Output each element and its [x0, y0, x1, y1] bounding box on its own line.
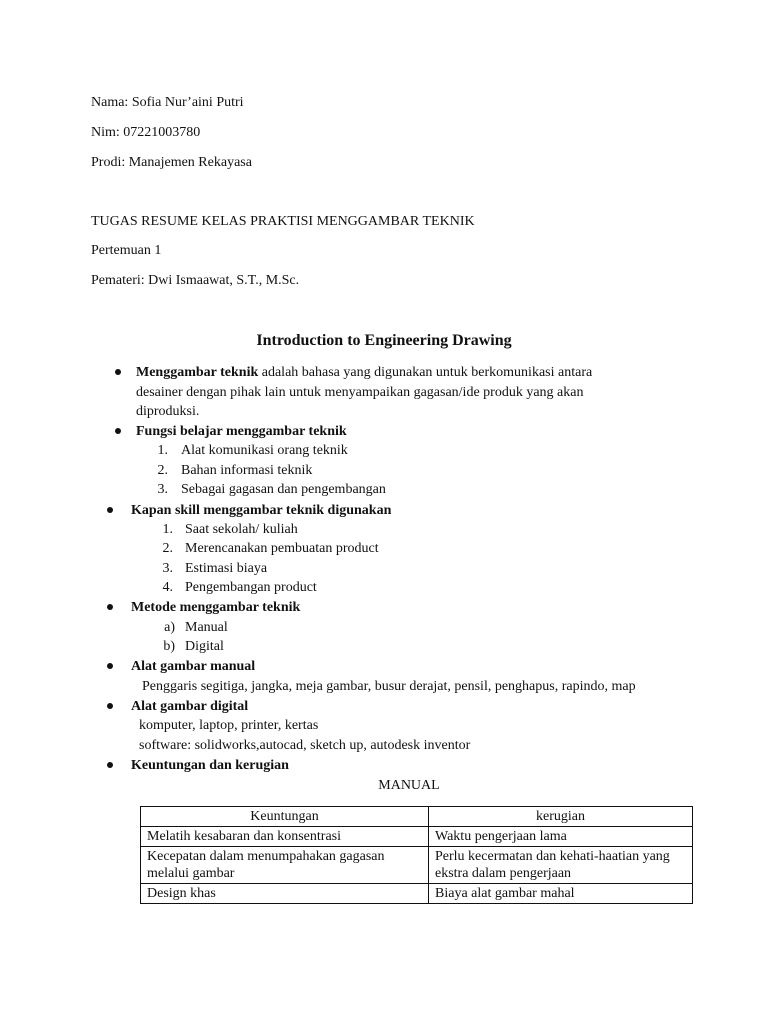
list-marker: 3.: [157, 482, 168, 497]
table-row: [141, 847, 693, 884]
list-marker: a): [164, 620, 175, 635]
list-marker: 3.: [162, 561, 173, 576]
kapan-heading: Kapan skill menggambar teknik digunakan: [131, 503, 392, 518]
table-caption: MANUAL: [378, 778, 440, 793]
list-marker: 1.: [162, 522, 173, 537]
fungsi-heading: Fungsi belajar menggambar teknik: [136, 424, 347, 439]
bullet-icon: [115, 369, 121, 375]
keuntungan-heading: Keuntungan dan kerugian: [131, 758, 289, 773]
list-item: Bahan informasi teknik: [181, 463, 313, 478]
list-marker: 1.: [157, 443, 168, 458]
definition-line-1: Menggambar teknik adalah bahasa yang digunakan untuk berkomunikasi antara: [136, 365, 593, 380]
list-item: Estimasi biaya: [185, 561, 268, 576]
section-title: Introduction to Engineering Drawing: [256, 332, 512, 349]
list-item: Sebagai gagasan dan pengembangan: [181, 482, 386, 497]
alat-digital-heading: Alat gambar digital: [131, 699, 249, 714]
bullet-icon: [107, 604, 113, 610]
list-marker: 2.: [157, 463, 168, 478]
student-prodi: Prodi: Manajemen Rekayasa: [91, 155, 252, 170]
list-item: Saat sekolah/ kuliah: [185, 522, 298, 537]
list-item: Alat komunikasi orang teknik: [181, 443, 348, 458]
alat-manual-text: Penggaris segitiga, jangka, meja gambar, busur derajat, pensil, penghapus, rapindo, map: [142, 679, 636, 694]
alat-digital-line-2: software: solidworks,autocad, sketch up, autodesk inventor: [139, 738, 471, 753]
column-header-keuntungan: Keuntungan: [141, 807, 429, 827]
table-cell: Waktu pengerjaan lama: [429, 827, 693, 847]
table-header-row: [141, 807, 693, 827]
table-cell: Design khas: [141, 884, 429, 904]
list-item: Digital: [185, 639, 224, 654]
table-row: [141, 884, 693, 904]
table-row: [141, 827, 693, 847]
bullet-icon: [107, 663, 113, 669]
bullet-icon: [107, 703, 113, 709]
list-item: Manual: [185, 620, 228, 635]
alat-digital-line-1: komputer, laptop, printer, kertas: [139, 718, 319, 733]
metode-heading: Metode menggambar teknik: [131, 600, 301, 615]
definition-line-3: diproduksi.: [136, 404, 200, 419]
student-nim: Nim: 07221003780: [91, 125, 201, 140]
list-item: Merencanakan pembuatan product: [185, 541, 379, 556]
speaker-label: Pemateri: Dwi Ismaawat, S.T., M.Sc.: [91, 273, 300, 288]
table-cell: Kecepatan dalam menumpahakan gagasan melalui gambar: [141, 847, 429, 884]
list-marker: 2.: [162, 541, 173, 556]
student-name: Nama: Sofia Nur’aini Putri: [91, 95, 244, 110]
column-header-kerugian: kerugian: [429, 807, 693, 827]
alat-manual-heading: Alat gambar manual: [131, 659, 256, 674]
list-marker: 4.: [162, 580, 173, 595]
bullet-icon: [107, 507, 113, 513]
comparison-table: [140, 806, 693, 904]
list-item: Pengembangan product: [185, 580, 317, 595]
table-cell: Melatih kesabaran dan konsentrasi: [141, 827, 429, 847]
meeting-label: Pertemuan 1: [91, 243, 162, 258]
definition-line-2: desainer dengan pihak lain untuk menyampaikan gagasan/ide produk yang akan: [136, 385, 584, 400]
table-cell: Biaya alat gambar mahal: [429, 884, 693, 904]
assignment-title: TUGAS RESUME KELAS PRAKTISI MENGGAMBAR TEKNIK: [91, 214, 475, 229]
bullet-icon: [115, 428, 121, 434]
list-marker: b): [163, 639, 175, 654]
bullet-icon: [107, 762, 113, 768]
table-cell: Perlu kecermatan dan kehati-haatian yang ekstra dalam pengerjaan: [429, 847, 693, 884]
